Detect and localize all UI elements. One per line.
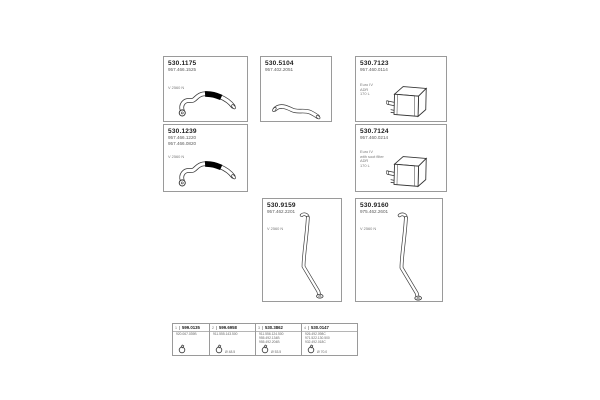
fitment-note: 170 L — [360, 163, 370, 169]
fitment-note: ADR — [360, 158, 369, 164]
part-box-530-7123 — [355, 56, 447, 122]
fitment-note: Euro IV — [360, 148, 373, 154]
clamp-icon — [307, 344, 315, 354]
part-box-530-1175 — [163, 56, 248, 122]
part-box-530-7124 — [355, 124, 447, 192]
clamp-oem-number: 926.492.098C — [305, 332, 326, 336]
clamp-diameter: Ø 48.5 — [225, 350, 236, 354]
cell-index: 2 — [212, 326, 217, 330]
cell-index: 1 — [175, 326, 180, 330]
part-box-530-1239 — [163, 124, 248, 192]
clamp-oem-number: 911.556.124.500 — [259, 332, 284, 336]
part-box-530-9160 — [355, 198, 443, 302]
clamp-cell-599-0135 — [173, 324, 210, 355]
clamp-icon — [178, 344, 186, 354]
part-number: 530.5104 — [265, 60, 294, 67]
box-muffler-illustration — [382, 149, 432, 191]
part-number: 530.7124 — [360, 128, 389, 135]
clamp-oem-number: 955.492.204B — [259, 339, 280, 344]
clamp-cell-530-0147 — [302, 324, 357, 355]
part-number: 530.1239 — [168, 128, 197, 135]
clamp-cell-530-3862 — [256, 324, 302, 355]
fitment-note: V 2560 N — [168, 154, 185, 160]
clamp-diameter: Ø 70.0 — [317, 350, 328, 354]
oem-number: 957.460.0114 — [360, 67, 388, 72]
part-number: 530.7123 — [360, 60, 389, 67]
clamp-oem-number: 932.492.018C — [305, 339, 326, 344]
part-number: 530.9160 — [360, 202, 389, 209]
oem-number: 957.466.0820 — [168, 140, 197, 146]
oem-number: 957.402.2051 — [265, 67, 294, 72]
clamp-icon — [261, 344, 269, 354]
fitment-note: ADR — [360, 86, 369, 92]
clamp-oem-number: 920.067.039B — [176, 332, 197, 336]
clamp-oem-number: 911.555.143.500 — [213, 332, 238, 336]
cell-index: 3 — [258, 326, 263, 330]
clamp-diameter: Ø 53.5 — [271, 350, 282, 354]
part-box-530-5104 — [260, 56, 332, 122]
oem-number: 957.460.0214 — [360, 135, 389, 140]
oem-number: 957.462.2201 — [267, 209, 296, 214]
part-number: 530.1175 — [168, 60, 197, 67]
oem-number: 975.462.2601 — [360, 209, 389, 214]
clamp-part-number: 530.3862 — [265, 325, 283, 330]
long-tail-pipe-illustration — [372, 209, 432, 303]
fitment-note: V 2560 N — [267, 225, 284, 231]
oem-number: 957.466.1220 — [168, 135, 197, 140]
oem-number: 957.466.1525 — [168, 67, 197, 72]
fitment-note: V 2560 N — [168, 84, 185, 90]
clamp-oem-number: 955.492.134B — [259, 335, 280, 340]
clamp-cell-599-6958 — [210, 324, 256, 355]
long-tail-pipe-illustration — [275, 209, 333, 301]
clamp-part-number: 599.0135 — [182, 325, 200, 330]
curved-flex-pipe-illustration — [168, 153, 244, 191]
cell-index: 4 — [304, 326, 309, 330]
part-number: 530.9159 — [267, 202, 296, 209]
box-muffler-illustration — [382, 79, 432, 121]
clamp-oem-number: 971.522.130.500 — [305, 335, 330, 340]
clamp-icon — [215, 344, 223, 354]
part-box-530-9159 — [262, 198, 342, 302]
clamp-part-number: 599.6958 — [219, 325, 237, 330]
fitment-note: 170 L — [360, 91, 370, 97]
fitment-note: with soot filter — [360, 153, 384, 159]
fitment-note: V 2560 N — [360, 225, 377, 231]
curved-flex-pipe-illustration — [168, 83, 244, 121]
short-s-pipe-illustration — [267, 95, 325, 120]
clamp-part-number: 530.0147 — [311, 325, 329, 330]
fitment-note: Euro IV — [360, 81, 373, 87]
clamp-table — [172, 323, 358, 356]
